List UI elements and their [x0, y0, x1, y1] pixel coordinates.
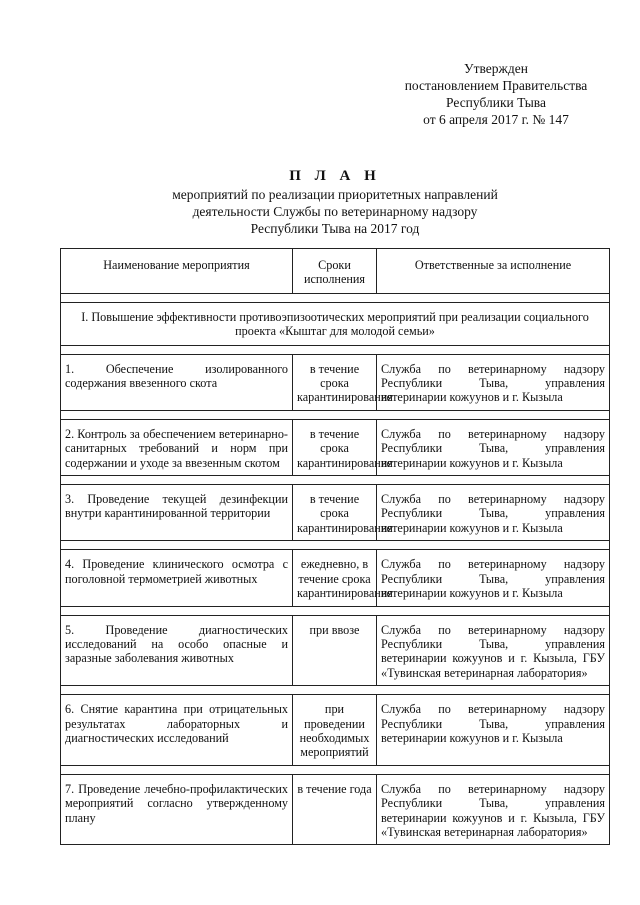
row-responsible: Служба по ветеринарному надзору Республики Тыва, управления ветеринарии кожуунов и г. Кызыла: [377, 354, 610, 410]
plan-subtitle-line-3: Республики Тыва на 2017 год: [250, 221, 420, 236]
table-spacer: [61, 476, 610, 485]
plan-title: П Л А Н: [289, 168, 381, 184]
section-row: [61, 302, 610, 345]
table-row: [61, 419, 610, 475]
row-name: 1. Обеспечение изолированного содержания ввезенного скота: [61, 354, 293, 410]
row-responsible: Служба по ветеринарному надзору Республики Тыва, управления ветеринарии кожуунов и г. Кызыла, ГБУ «Тувинская ветеринарная лаборатория»: [377, 774, 610, 845]
row-name: 7. Проведение лечебно-профилактических мероприятий согласно утвержденному плану: [61, 774, 293, 845]
row-name: 5. Проведение диагностических исследований на особо опасные и заразные заболевания животных: [61, 615, 293, 686]
table-spacer: [61, 686, 610, 695]
row-name: 4. Проведение клинического осмотра с поголовной термометрией животных: [61, 550, 293, 606]
row-name: 6. Снятие карантина при отрицательных результатах лабораторных и диагностических исследований: [61, 695, 293, 766]
row-responsible: Служба по ветеринарному надзору Республики Тыва, управления ветеринарии кожуунов и г. Кызыла: [377, 485, 610, 541]
approval-line-resolution: постановлением Правительства: [404, 78, 588, 93]
document-heading: [60, 166, 610, 237]
approval-stamp: [386, 60, 606, 128]
row-term: в течение срока карантинирования: [293, 419, 377, 475]
plan-subtitle-line-1: мероприятий по реализации приоритетных направлений: [172, 187, 498, 202]
header-term: Сроки исполнения: [293, 249, 377, 294]
row-term: в течение года: [293, 774, 377, 845]
row-term: при ввозе: [293, 615, 377, 686]
table-row: [61, 695, 610, 766]
header-name: Наименование мероприятия: [61, 249, 293, 294]
row-term: при проведении необходимых мероприятий: [293, 695, 377, 766]
row-term: в течение срока карантинирования: [293, 485, 377, 541]
table-spacer: [61, 345, 610, 354]
table-spacer: [61, 606, 610, 615]
table-row: [61, 354, 610, 410]
table-row: [61, 550, 610, 606]
table-spacer: [61, 765, 610, 774]
row-responsible: Служба по ветеринарному надзору Республики Тыва, управления ветеринарии кожуунов и г. Кызыла: [377, 550, 610, 606]
section-title: I. Повышение эффективности противоэпизоотических мероприятий при реализации социального проекта «Кыштаг для молодой семьи»: [61, 302, 610, 345]
row-term: в течение срока карантинирования: [293, 354, 377, 410]
row-name: 2. Контроль за обеспечением ветеринарно-санитарных требований и норм при содержании и уходе за ввезенным скотом: [61, 419, 293, 475]
plan-subtitle-line-2: деятельности Службы по ветеринарному надзору: [192, 204, 478, 219]
row-responsible: Служба по ветеринарному надзору Республики Тыва, управления ветеринарии кожуунов и г. Кызыла, ГБУ «Тувинская ветеринарная лаборатория»: [377, 615, 610, 686]
table-row: [61, 485, 610, 541]
table-spacer: [61, 293, 610, 302]
table-header-row: [61, 249, 610, 294]
table-row: [61, 774, 610, 845]
table-row: [61, 615, 610, 686]
row-responsible: Служба по ветеринарному надзору Республики Тыва, управления ветеринарии кожуунов и г. Кызыла: [377, 419, 610, 475]
row-term: ежедневно, в течение срока карантинирования: [293, 550, 377, 606]
plan-table: [60, 248, 610, 845]
header-responsible: Ответственные за исполнение: [377, 249, 610, 294]
table-spacer: [61, 541, 610, 550]
row-responsible: Служба по ветеринарному надзору Республики Тыва, управления ветеринарии кожуунов и г. Кызыла: [377, 695, 610, 766]
approval-line-approved: Утвержден: [464, 61, 528, 76]
approval-line-republic: Республики Тыва: [446, 95, 546, 110]
row-name: 3. Проведение текущей дезинфекции внутри карантинированной территории: [61, 485, 293, 541]
table-spacer: [61, 410, 610, 419]
approval-line-date: от 6 апреля 2017 г. № 147: [423, 112, 569, 127]
